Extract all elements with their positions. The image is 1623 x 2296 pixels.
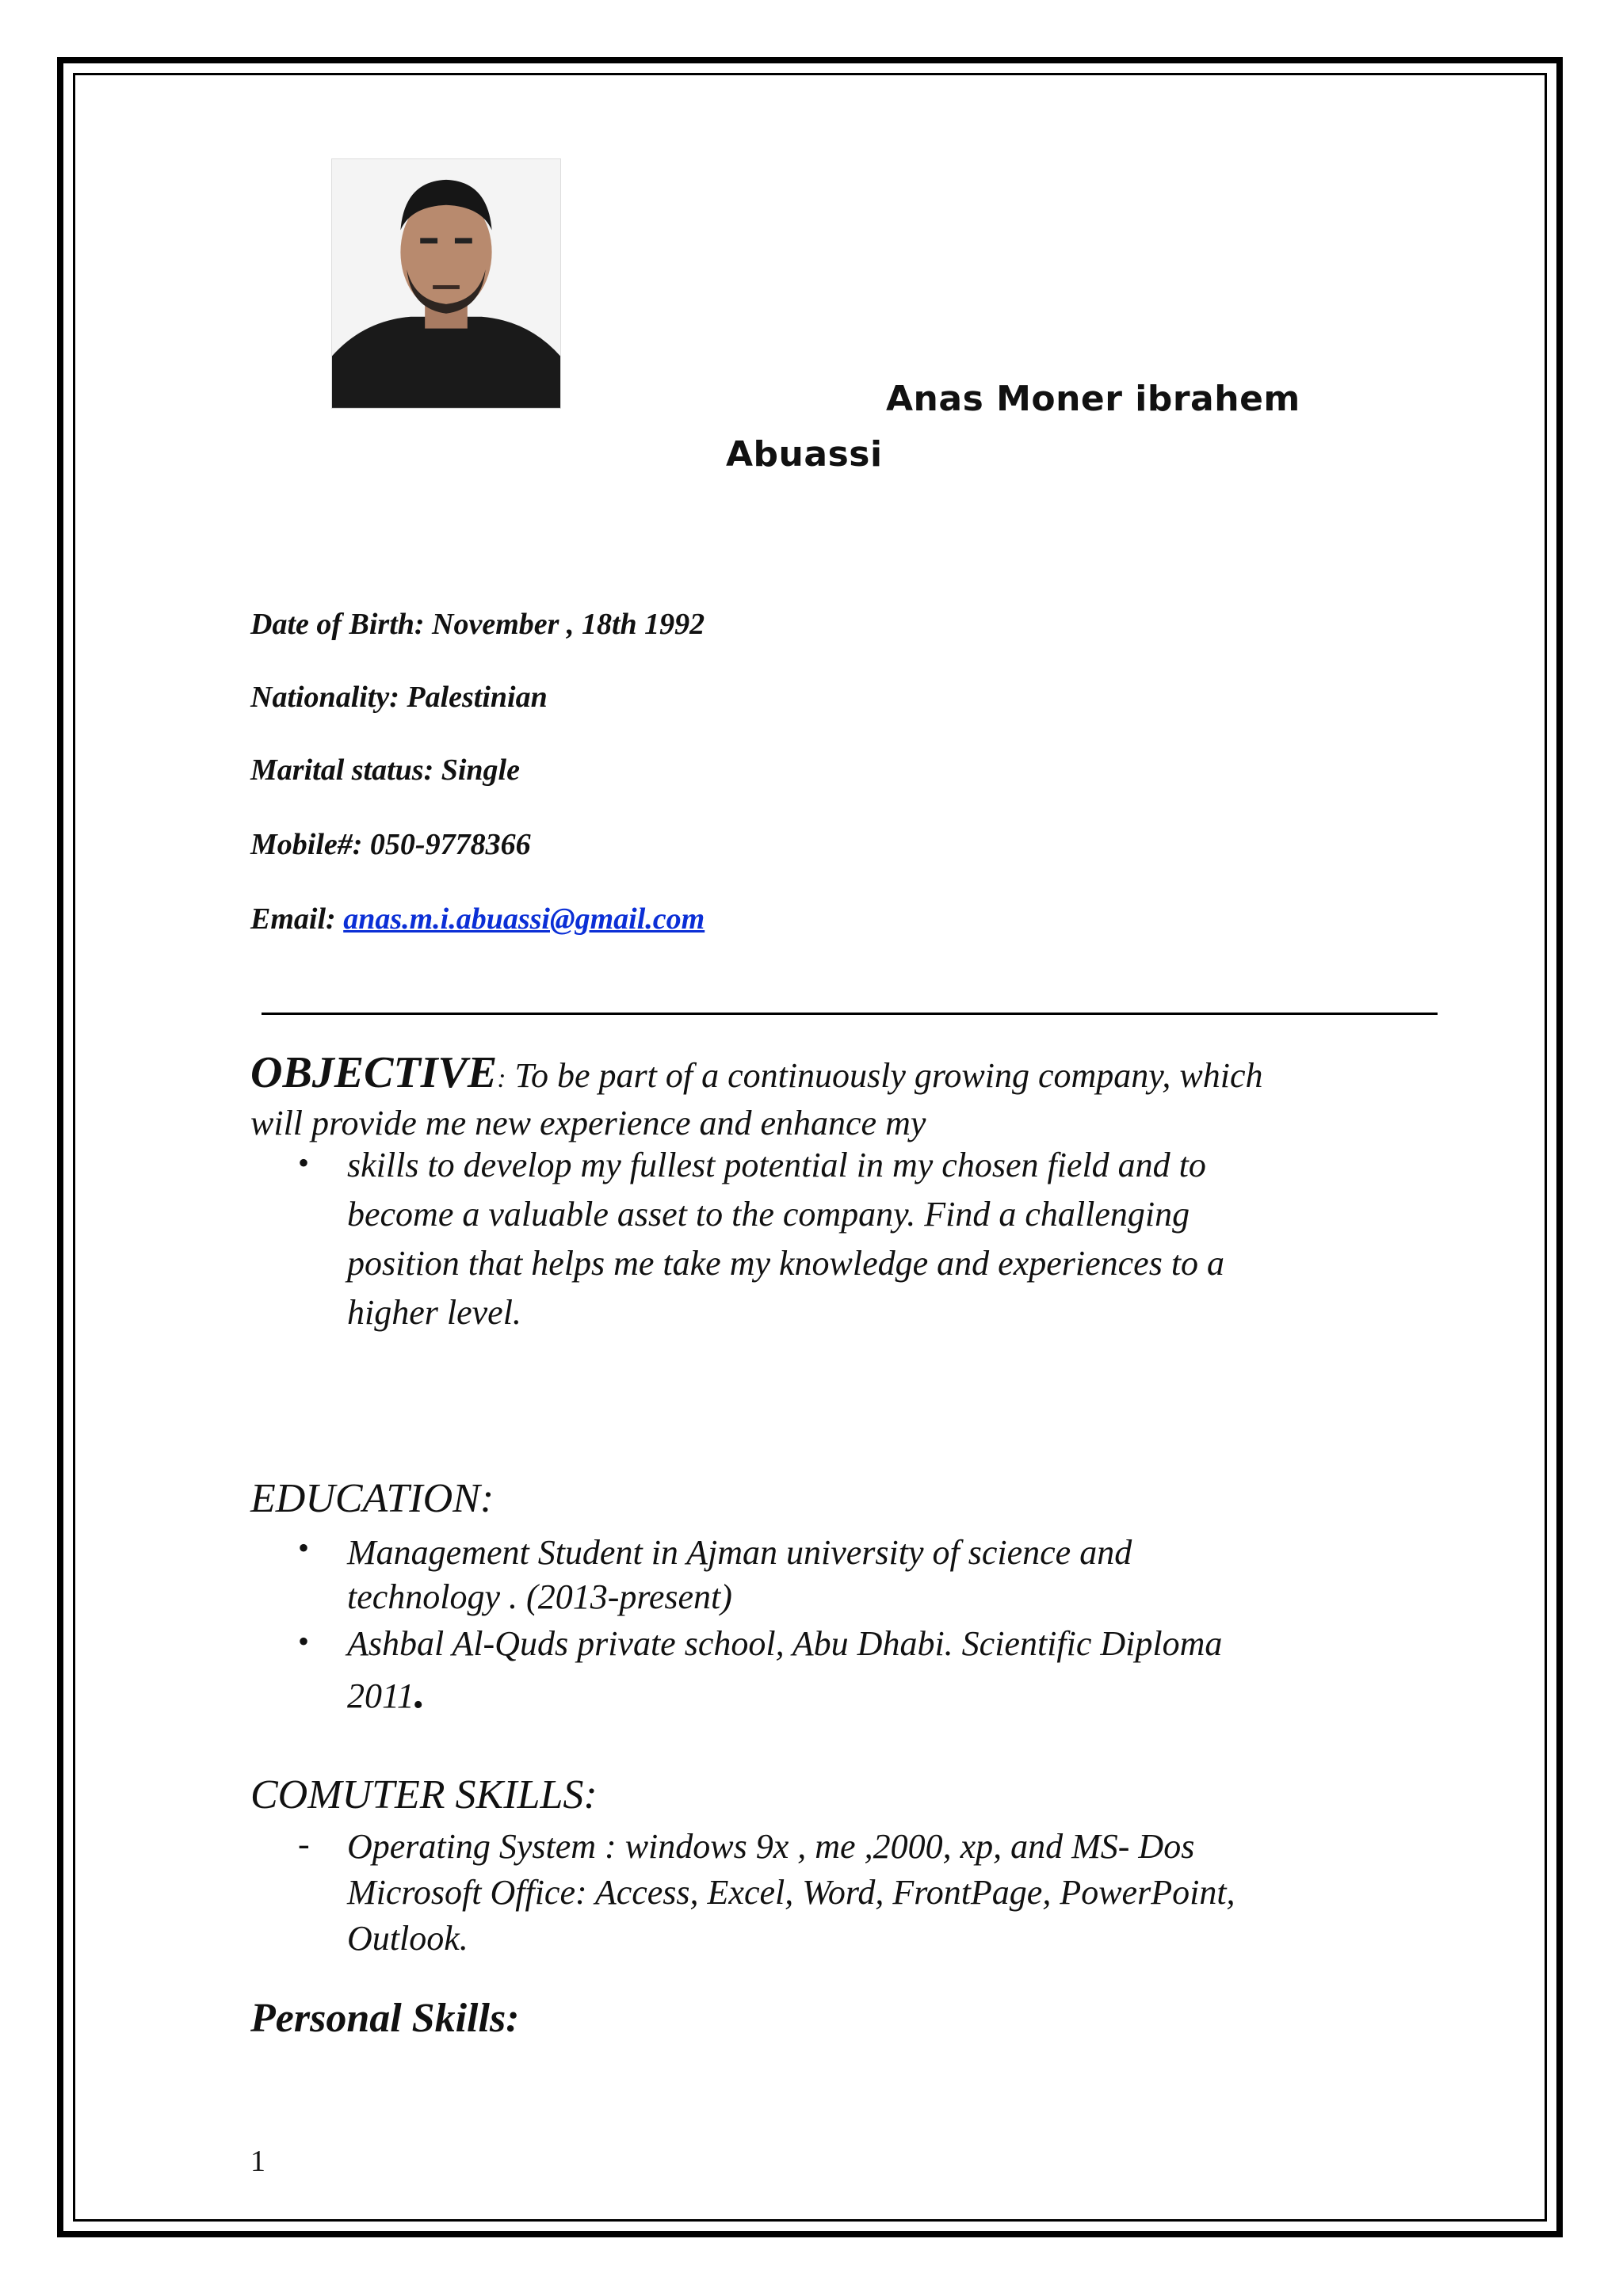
computer-skills-heading: COMUTER SKILLS: (250, 1772, 598, 1817)
objective-line-1: To be part of a continuously growing company, which (506, 1056, 1263, 1095)
education-bullet-2: • (298, 1623, 310, 1659)
computer-skills-text (347, 1824, 1235, 1962)
education-period: . (414, 1669, 426, 1718)
education-bullet-1: • (298, 1530, 310, 1566)
education-item-2-line-1: Ashbal Al-Quds private school, Abu Dhabi. Scientific Diploma (347, 1624, 1223, 1663)
objective-bullet-line-4: higher level. (347, 1293, 521, 1332)
computer-skills-line-1: Operating System : windows 9x , me ,2000, xp, and MS- Dos (347, 1827, 1195, 1866)
objective-colon: : (497, 1064, 506, 1093)
profile-photo (331, 158, 561, 409)
education-year: 2011 (347, 1676, 414, 1715)
objective-bullet-line-1: skills to develop my fullest potential in my chosen field and to (347, 1146, 1206, 1184)
objective-bullet-line-3: position that helps me take my knowledge and experiences to a (347, 1244, 1225, 1283)
date-of-birth: Date of Birth: November , 18th 1992 (250, 608, 705, 641)
objective-bullet-line-2: become a valuable asset to the company. Find a challenging (347, 1195, 1190, 1234)
email-line (250, 902, 705, 936)
marital-status: Marital status: Single (250, 753, 520, 787)
candidate-name-first: Anas Moner ibrahem (886, 379, 1300, 419)
education-item-1 (347, 1531, 1132, 1619)
education-item-1-line-1: Management Student in Ajman university of science and (347, 1533, 1132, 1572)
computer-skills-line-3: Outlook. (347, 1919, 468, 1958)
education-item-2 (347, 1619, 1222, 1721)
education-item-2-line-2 (347, 1669, 1222, 1721)
objective-bullet-text (347, 1141, 1224, 1337)
objective-line-2: will provide me new experience and enhance my (250, 1104, 926, 1142)
email-link[interactable]: anas.m.i.abuassi@gmail.com (343, 902, 705, 936)
personal-skills-heading: Personal Skills: (250, 1996, 520, 2041)
email-label: Email: (250, 902, 344, 936)
computer-skills-dash: - (298, 1825, 310, 1863)
computer-skills-line-2: Microsoft Office: Access, Excel, Word, FrontPage, PowerPoint, (347, 1873, 1235, 1912)
section-divider (262, 1013, 1438, 1015)
mobile-number: Mobile#: 050-9778366 (250, 828, 531, 861)
education-heading: EDUCATION: (250, 1476, 495, 1521)
objective-bullet: • (298, 1145, 310, 1180)
objective-paragraph (250, 1048, 1392, 1146)
page-number: 1 (250, 2145, 265, 2178)
education-item-1-line-2: technology . (2013-present) (347, 1577, 732, 1616)
objective-heading: OBJECTIVE (250, 1048, 498, 1097)
candidate-name-last: Abuassi (726, 434, 883, 475)
nationality: Nationality: Palestinian (250, 681, 548, 714)
